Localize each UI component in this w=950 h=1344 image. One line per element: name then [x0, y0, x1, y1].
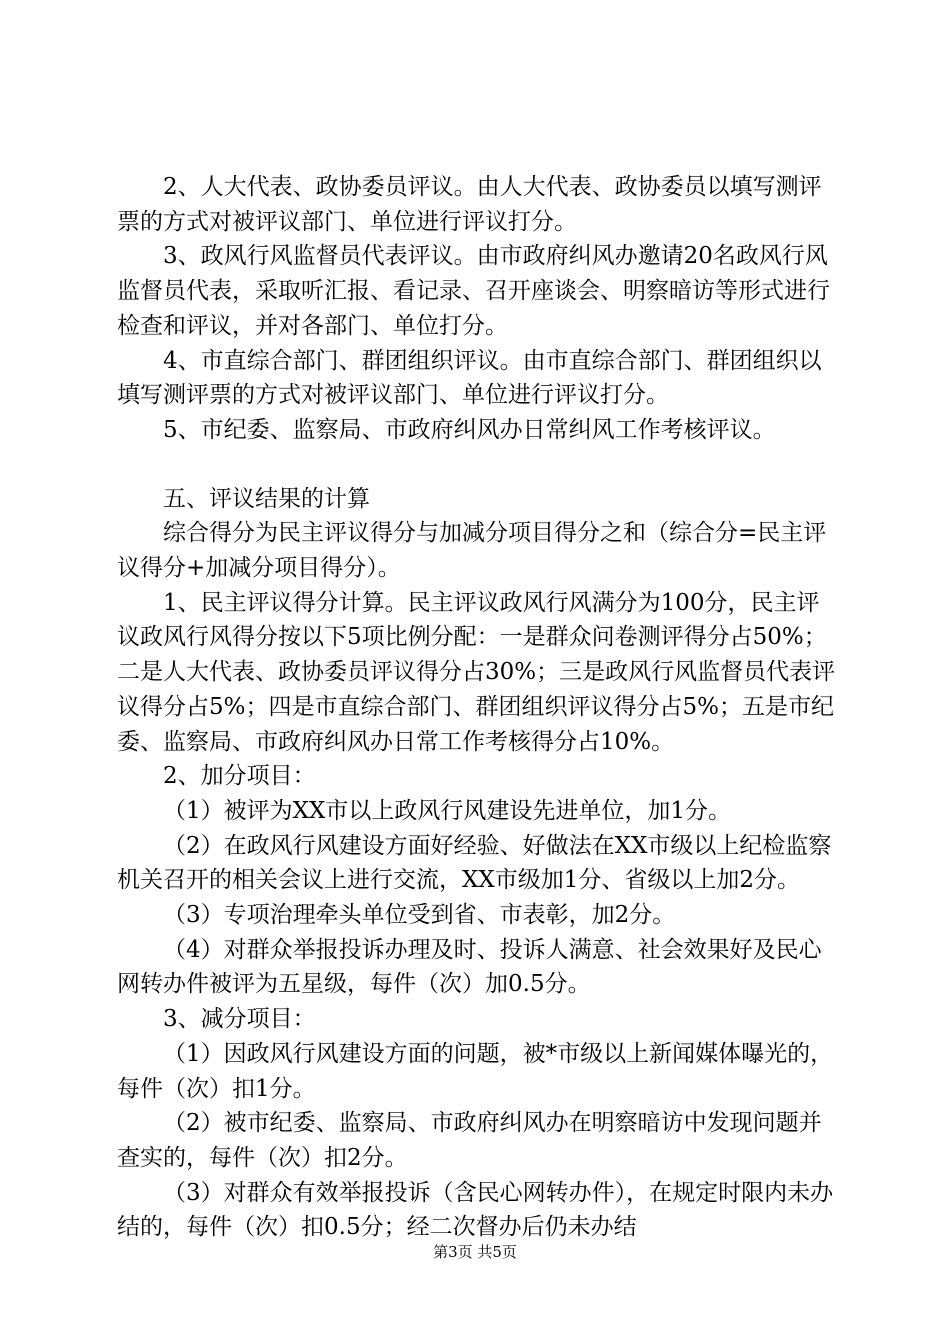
paragraph-democratic-score: 1、民主评议得分计算。民主评议政风行风满分为100分，民主评议政风行风得分按以下5项比例分配：一是群众问卷测评得分占50%；二是人大代表、政协委员评议得分占30%；三是政风行风监督员代表评议得分占5%；四是市直综合部门、群团组织评议得分占5%；五是市纪委、监察局、市政府纠风办日常工作考核得分占10%。: [117, 589, 836, 755]
deduction-item-2: （2）被市纪委、监察局、市政府纠风办在明察暗访中发现问题并查实的，每件（次）扣2分。: [117, 1110, 822, 1171]
deduction-item-3: （3）对群众有效举报投诉（含民心网转办件），在规定时限内未办结的，每件（次）扣0.5分；经二次督办后仍未办结: [117, 1179, 834, 1241]
bonus-item-1: （1）被评为XX市以上政风行风建设先进单位，加1分。: [163, 797, 732, 824]
heading-deduction-items: 3、减分项目：: [163, 1006, 316, 1033]
bonus-item-4: （4）对群众举报投诉办理及时、投诉人满意、社会效果好及民心网转办件被评为五星级，每件（次）加0.5分。: [117, 936, 822, 998]
deduction-item-1: （1）因政风行风建设方面的问题，被*市级以上新闻媒体曝光的，每件（次）扣1分。: [117, 1040, 834, 1102]
paragraph-gap: [117, 448, 837, 482]
bonus-item-3: （3）专项治理牵头单位受到省、市表彰，加2分。: [163, 902, 676, 929]
document-body: [117, 170, 837, 1245]
paragraph-npc-cppcc-review: 2、人大代表、政协委员评议。由人大代表、政协委员以填写测评票的方式对被评议部门、单位进行评议打分。: [117, 174, 822, 235]
paragraph-daily-assessment: 5、市纪委、监察局、市政府纠风办日常纠风工作考核评议。: [163, 416, 776, 443]
bonus-item-2: （2）在政风行风建设方面好经验、好做法在XX市级以上纪检监察机关召开的相关会议上进行交流，XX市级加1分、省级以上加2分。: [117, 832, 832, 894]
paragraph-supervisor-review: 3、政风行风监督员代表评议。由市政府纠风办邀请20名政风行风监督员代表，采取听汇报、看记录、召开座谈会、明察暗访等形式进行检查和评议，并对各部门、单位打分。: [117, 243, 830, 339]
heading-bonus-items: 2、加分项目：: [163, 763, 316, 790]
paragraph-composite-score: 综合得分为民主评议得分与加减分项目得分之和（综合分=民主评议得分+加减分项目得分）。: [117, 520, 827, 582]
page-number-footer: 第3页 共5页: [433, 1243, 517, 1261]
section-heading-result-calculation: 五、评议结果的计算: [163, 485, 370, 512]
paragraph-department-review: 4、市直综合部门、群团组织评议。由市直综合部门、群团组织以填写测评票的方式对被评议部门、单位进行评议打分。: [117, 347, 822, 409]
